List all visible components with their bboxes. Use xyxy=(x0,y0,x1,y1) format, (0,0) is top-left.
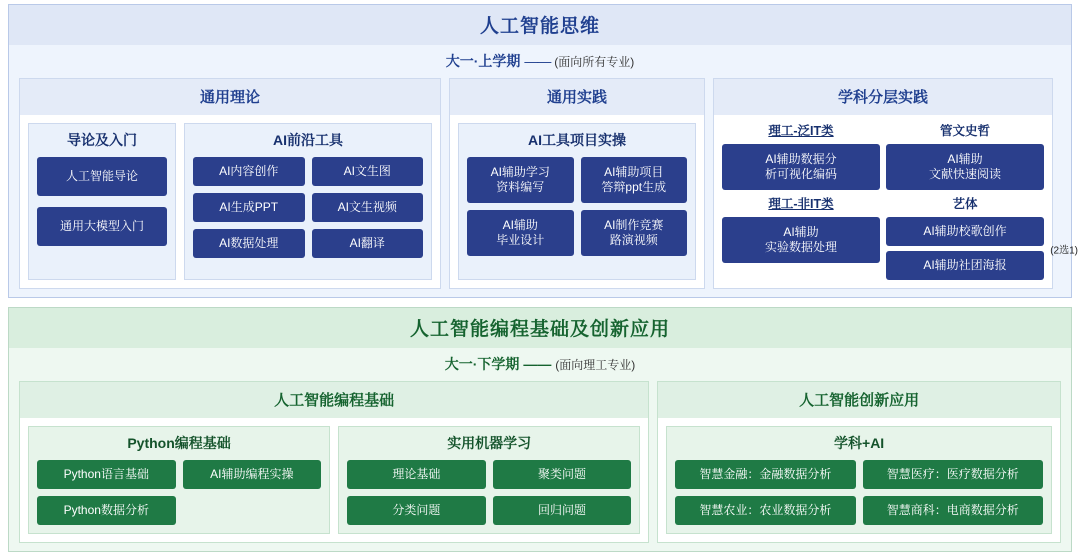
block2-dash: —— xyxy=(523,356,552,372)
chip-item[interactable]: AI数据处理 xyxy=(193,229,305,258)
discipline-label-it: 理工-泛IT类 xyxy=(768,124,834,138)
course-block-ai-thinking xyxy=(8,4,1078,298)
block2-columns xyxy=(9,381,1071,543)
column-general-theory-head: 通用理论 xyxy=(20,79,440,115)
chip-item[interactable]: AI辅助社团海报 xyxy=(886,251,1044,280)
block1-title: 人工智能思维 xyxy=(9,5,1071,45)
group-tool-projects-title: AI工具项目实操 xyxy=(528,132,626,148)
block1-audience: (面向所有专业) xyxy=(554,55,635,69)
group-frontier-tools-items xyxy=(193,157,423,258)
column-general-practice-body xyxy=(450,115,704,288)
column-general-theory-body xyxy=(20,115,440,288)
chip-item[interactable]: AI文生视频 xyxy=(312,193,424,222)
group-discipline-plus-ai-items xyxy=(675,460,1043,525)
group-frontier-tools-title: AI前沿工具 xyxy=(273,132,343,148)
chip-item[interactable]: AI辅助编程实操 xyxy=(183,460,322,489)
chip-item[interactable]: 智慧商科：电商数据分析 xyxy=(863,496,1043,525)
column-programming-basics-head: 人工智能编程基础 xyxy=(20,382,648,418)
column-general-practice xyxy=(449,78,705,289)
discipline-label-nonit: 理工-非IT类 xyxy=(768,197,834,211)
column-discipline-practice xyxy=(713,78,1078,289)
chip-item[interactable]: AI文生图 xyxy=(312,157,424,186)
chip-item[interactable]: 通用大模型入门 xyxy=(37,207,167,246)
chip-item[interactable]: AI辅助 文献快速阅读 xyxy=(886,144,1044,190)
discipline-label-humanities: 管文史哲 xyxy=(939,124,990,138)
column-programming-basics-body xyxy=(20,418,648,542)
block2-audience: (面向理工专业) xyxy=(555,358,636,372)
group-intro xyxy=(28,123,176,280)
chip-item[interactable]: 回归问题 xyxy=(493,496,632,525)
chip-item[interactable]: AI内容创作 xyxy=(193,157,305,186)
group-frontier-tools xyxy=(184,123,432,280)
group-python-basics-items xyxy=(37,460,321,525)
chip-item[interactable]: AI辅助学习 资料编写 xyxy=(467,157,574,203)
block1-dash: —— xyxy=(524,53,551,69)
group-python-basics xyxy=(28,426,330,534)
group-tool-projects-items xyxy=(467,157,687,256)
group-intro-title: 导论及入门 xyxy=(67,132,137,148)
chip-item[interactable]: AI制作竞赛 路演视频 xyxy=(581,210,688,256)
column-discipline-practice-head: 学科分层实践 xyxy=(714,79,1052,115)
discipline-left-column xyxy=(722,121,880,280)
chip-item[interactable]: AI辅助数据分 析可视化编码 xyxy=(722,144,880,190)
choose-one-note: (2选1) xyxy=(1050,245,1078,256)
block1-subtitle xyxy=(9,45,1071,78)
column-programming-basics xyxy=(19,381,649,543)
group-machine-learning-title: 实用机器学习 xyxy=(447,435,532,451)
chip-item[interactable]: 分类问题 xyxy=(347,496,486,525)
block2-title: 人工智能编程基础及创新应用 xyxy=(9,308,1071,348)
column-innovative-applications-head: 人工智能创新应用 xyxy=(658,382,1060,418)
block1-term: 大一·上学期 xyxy=(445,53,521,69)
group-intro-items xyxy=(37,157,167,246)
chip-item[interactable]: 智慧农业：农业数据分析 xyxy=(675,496,855,525)
group-discipline-plus-ai xyxy=(666,426,1052,534)
chip-item[interactable]: AI翻译 xyxy=(312,229,424,258)
arts-choice-group xyxy=(886,217,1078,280)
group-machine-learning xyxy=(338,426,640,534)
chip-item[interactable]: Python数据分析 xyxy=(37,496,176,525)
discipline-right-column xyxy=(886,121,1078,280)
block2-subtitle xyxy=(9,348,1071,381)
chip-item[interactable]: Python语言基础 xyxy=(37,460,176,489)
group-tool-projects xyxy=(458,123,696,280)
group-discipline-plus-ai-title: 学科+AI xyxy=(834,435,885,451)
course-block-ai-programming xyxy=(8,307,1072,552)
chip-item[interactable]: 人工智能导论 xyxy=(37,157,167,196)
column-discipline-practice-body xyxy=(714,115,1078,288)
column-general-theory xyxy=(19,78,441,289)
chip-item[interactable]: 聚类问题 xyxy=(493,460,632,489)
chip-item[interactable]: AI辅助 实验数据处理 xyxy=(722,217,880,263)
group-python-basics-title: Python编程基础 xyxy=(127,435,231,451)
column-innovative-applications-body xyxy=(658,418,1060,542)
chip-item[interactable]: 智慧医疗：医疗数据分析 xyxy=(863,460,1043,489)
column-general-practice-head: 通用实践 xyxy=(450,79,704,115)
block1-columns xyxy=(9,78,1078,289)
discipline-label-arts: 艺体 xyxy=(952,197,978,211)
chip-item[interactable]: AI辅助项目 答辩ppt生成 xyxy=(581,157,688,203)
column-innovative-applications xyxy=(657,381,1061,543)
chip-item[interactable]: 理论基础 xyxy=(347,460,486,489)
chip-item[interactable]: 智慧金融：金融数据分析 xyxy=(675,460,855,489)
block2-term: 大一·下学期 xyxy=(444,356,520,372)
chip-item[interactable]: AI辅助 毕业设计 xyxy=(467,210,574,256)
chip-item[interactable]: AI生成PPT xyxy=(193,193,305,222)
group-machine-learning-items xyxy=(347,460,631,525)
chip-item[interactable]: AI辅助校歌创作 xyxy=(886,217,1044,246)
